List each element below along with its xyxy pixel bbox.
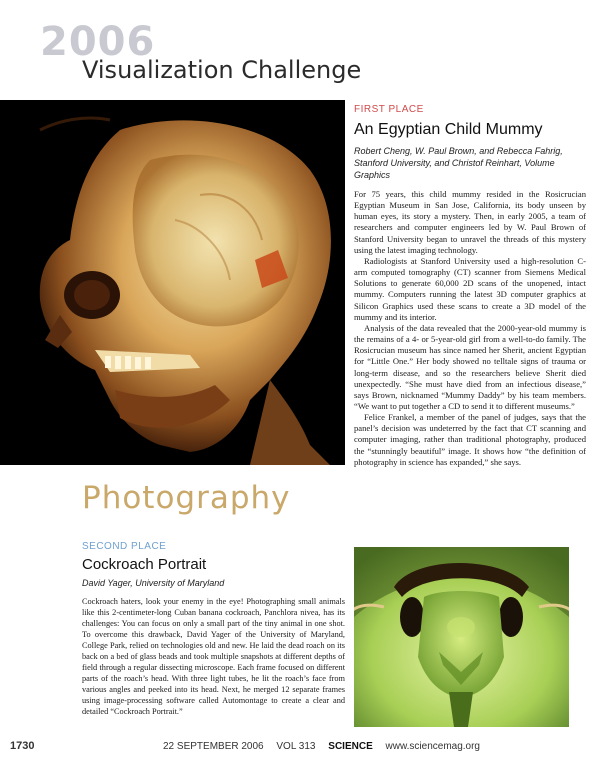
first-place-title: An Egyptian Child Mummy (354, 121, 543, 138)
first-place-authors: Robert Cheng, W. Paul Brown, and Rebecca Fahrig, Stanford University, and Christof Reinhart, Volume Graphics (354, 146, 563, 180)
first-place-paragraph: For 75 years, this child mummy resided in the Rosicrucian Egyptian Museum in San Jose, California, its body unseen by human eyes, its story a mystery. Then, in early 2005, a team of researchers and computer engineers led by W. Paul Brown of Stanford University began to unravel the threads of this mystery using the latest imaging technology. (354, 189, 586, 255)
journal-name: SCIENCE (328, 741, 373, 752)
section-heading-photography: Photography (82, 480, 291, 516)
second-place-authors: David Yager, University of Maryland (82, 578, 225, 588)
first-place-paragraph: Analysis of the data revealed that the 2000-year-old mummy is the remains of a 4- or 5-year-old girl from a well-to-do family. The Rosicrucian museum has since named her Sherit, ancient Egyptian for “Little One.” Her body showed no telltale signs of trauma or long-term disease, and so the researchers believe Sherit died unexpectedly. “She must have died from an infectious disease,” says Brown, nicknamed “Mummy Daddy” by his team members. “We want to put together a CD to send it to different museums.” (354, 322, 586, 411)
second-place-label: SECOND PLACE (82, 541, 167, 552)
issue-date: 22 SEPTEMBER 2006 (163, 741, 264, 752)
header-year: 2006 (40, 19, 156, 65)
first-place-paragraph: Radiologists at Stanford University used a high-resolution C-arm computed tomography (CT) scanner from Siemens Medical Solutions to generate 60,000 2D scans of the unopened, intact mummy. Computers running the latest 3D computer graphics at Silicon Graphics used these scans to create a 3D model of the mummy and its interior. (354, 255, 586, 322)
second-place-article (82, 540, 345, 717)
second-place-title: Cockroach Portrait (82, 556, 207, 573)
volume-number: VOL 313 (276, 741, 316, 752)
footer-info (163, 741, 490, 752)
header-title: Visualization Challenge (82, 56, 362, 84)
cockroach-portrait-image (354, 547, 569, 727)
journal-url: www.sciencemag.org (385, 741, 480, 752)
page-number: 1730 (10, 740, 35, 752)
second-place-paragraph: Cockroach haters, look your enemy in the eye! Photographing small animals like this 2-centimeter-long Cuban banana cockroach, Panchlora nivea, has its challenges: You can focus on only a small part of the tiny animal in one shot. To overcome this drawback, David Yager of the University of Maryland, College Park, relied on technologies old and new. He laid the dead roach on its back on a bed of glass beads and took multiple snapshots at different depths of field through a regular dissecting microscope. Each frame focused on different parts of the roach’s head. With three light tubes, he lit the roach’s face from various angles and peeked into its head. Next, he merged 12 separate frames using image-processing software called Automontage to create a clear and detailed “Cockroach Portrait.” (82, 597, 345, 716)
first-place-article (354, 103, 586, 468)
page-footer (0, 738, 600, 754)
first-place-paragraph: Felice Frankel, a member of the panel of judges, says that the panel’s decision was undeterred by the fact that CT scanning and computer imaging, rather than traditional photography, produced the “stunningly beautiful” image. It shows how “the definition of photography in science has expanded,” she says. (354, 412, 586, 467)
first-place-label: FIRST PLACE (354, 104, 424, 115)
mummy-ct-image (0, 100, 345, 465)
